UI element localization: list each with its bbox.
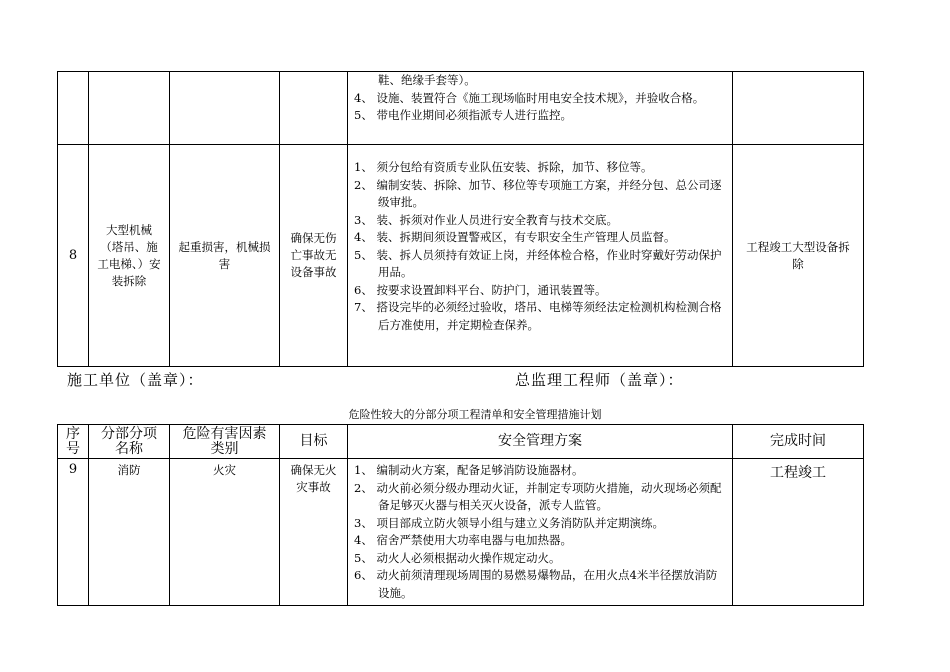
table-row [58, 145, 864, 367]
plan-line: 4、 设施、装置符合《施工现场临时用电安全技术规》，并验收合格。 [354, 90, 705, 105]
plan-line: 5、 装、拆人员须持有效证上岗，并经体检合格，作业时穿戴好劳动保护用品。 [354, 247, 722, 279]
hazard-table [57, 424, 864, 606]
completion-time: 工程竣工大型设备拆除 [733, 145, 864, 367]
row-number: 9 [58, 459, 89, 606]
table-caption: 危险性较大的分部分项工程清单和安全管理措施计划 [348, 408, 602, 421]
plan-line: 5、 动火人必须根据动火操作规定动火。 [354, 550, 561, 565]
plan-line: 2、 动火前必须分级办理动火证，并制定专项防火措施，动火现场必须配备足够灭火器与相关灭火设备，派专人监管。 [354, 480, 722, 512]
plan-line: 2、 编制安装、拆除、加节、移位等专项施工方案，并经分包、总公司逐级审批。 [354, 177, 722, 209]
header-goal: 目标 [280, 425, 348, 459]
header-plan: 安全管理方案 [348, 425, 733, 459]
plan-line: 3、 项目部成立防火领导小组与建立义务消防队并定期演练。 [354, 515, 664, 530]
plan-line: 4、 装、拆期间须设置警戒区，有专职安全生产管理人员监督。 [354, 230, 676, 244]
plan-line: 4、 宿舍严禁使用大功率电器与电加热器。 [354, 533, 572, 547]
safety-plan-cell [348, 145, 733, 367]
table-header-row [58, 425, 864, 459]
hazard-type: 火灾 [170, 459, 280, 606]
table-row [58, 72, 864, 145]
completion-time: 工程竣工 [733, 459, 864, 606]
plan-line: 6、 按要求设置卸料平台、防护门，通讯装置等。 [354, 282, 607, 297]
goal: 确保无伤亡事故无设备事故 [280, 145, 348, 367]
safety-plan-cell [348, 72, 733, 145]
plan-line: 7、 搭设完毕的必须经过验收，塔吊、电梯等须经法定检测机构检测合格后方准使用，并定期检查保养。 [354, 300, 722, 332]
contractor-signature-label: 施工单位（盖章）： [67, 371, 204, 389]
plan-line: 6、 动火前须清理现场周围的易燃易爆物品，在用火点4米半径摆放消防设施。 [354, 568, 718, 600]
safety-plan-cell [348, 459, 733, 606]
table-row [58, 459, 864, 606]
plan-line: 鞋、绝缘手套等）。 [378, 73, 476, 87]
plan-line: 1、 须分包给有资质专业队伍安装、拆除，加节、移位等。 [354, 160, 653, 174]
header-no: 序号 [58, 425, 89, 459]
header-item: 分部分项名称 [89, 425, 170, 459]
item-name: 大型机械（塔吊、施工电梯、）安装拆除 [89, 145, 170, 367]
header-time: 完成时间 [733, 425, 864, 459]
supervisor-signature-label: 总监理工程师（盖章）： [515, 371, 684, 389]
row-number: 8 [58, 145, 89, 367]
hazard-table-continued [57, 71, 864, 367]
goal: 确保无火灾事故 [280, 459, 348, 606]
item-name: 消防 [89, 459, 170, 606]
plan-line: 5、 带电作业期间必须指派专人进行监控。 [354, 108, 572, 122]
plan-line: 1、 编制动火方案，配备足够消防设施器材。 [354, 463, 584, 477]
hazard-type: 起重损害，机械损害 [170, 145, 280, 367]
header-hazard: 危险有害因素类别 [170, 425, 280, 459]
plan-line: 3、 装、拆须对作业人员进行安全教育与技术交底。 [354, 212, 618, 227]
